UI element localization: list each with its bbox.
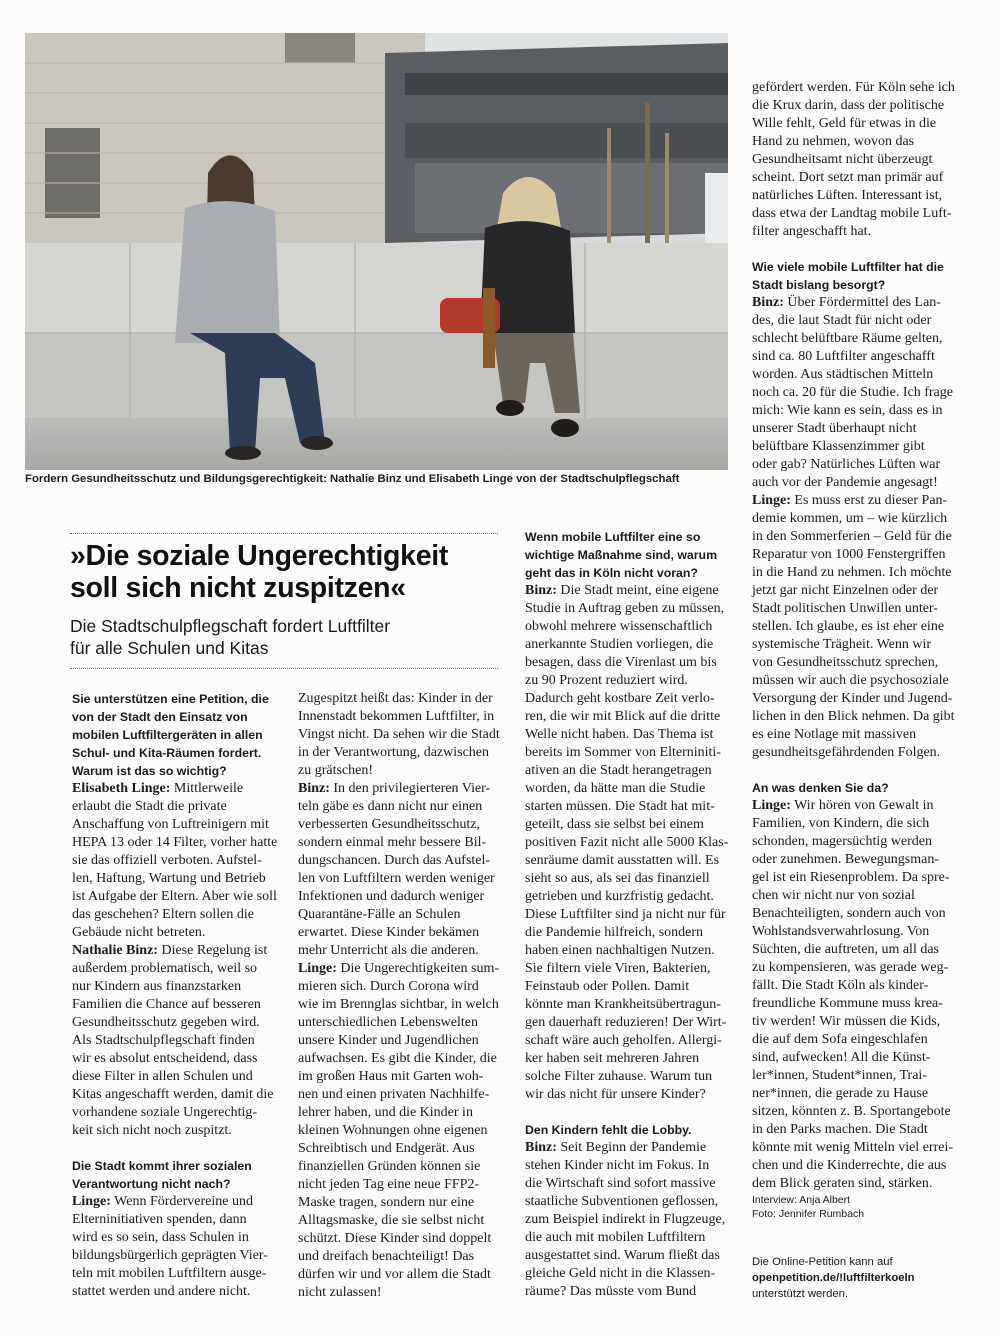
answer-line: schlecht belüftbare Räume gelten, — [752, 331, 943, 346]
answer-line: obwohl mehrere wissenschaftlich — [525, 619, 713, 634]
answer-line: Feinstaub oder Pollen. Damit — [525, 979, 690, 994]
answer-line: die auch mit mobilen Luftfiltern — [525, 1230, 706, 1245]
text-column-3 — [525, 528, 740, 1301]
answer-line: Familien, von Kindern, die sich — [752, 816, 930, 831]
answer-line: oder gab? Natürliches Lüften war — [752, 457, 941, 472]
paragraph-line: filter angeschafft hat. — [752, 224, 872, 239]
answer-line: positiven Fazit nicht alle 5000 Klas- — [525, 835, 729, 850]
answer-line: Wohlstandsverwahrlosung. Von — [752, 924, 930, 939]
answer-line: nur Kindern aus finanzstarken — [72, 979, 242, 994]
article-photo — [25, 33, 728, 470]
answer-line: solche Filter zuhause. Warum tun — [525, 1069, 713, 1084]
answer-line: HEPA 13 oder 14 Filter, vorher hatte — [72, 835, 278, 850]
credits — [752, 1193, 977, 1221]
speaker-name: Binz: — [752, 295, 784, 310]
answer-line: teln gäbe es dann nicht nur einen — [298, 799, 483, 814]
answer-line: lichen in den Blick nehmen. Da gibt — [752, 709, 955, 724]
headline — [70, 540, 510, 604]
answer-line: Maske tragen, sondern nur eine — [298, 1195, 475, 1210]
answer-text: Wir hören von Gewalt in — [790, 798, 934, 813]
answer-line: ist Aufgabe der Eltern. Aber wie soll — [72, 889, 277, 904]
answer-text: Seit Beginn der Pandemie — [556, 1140, 707, 1155]
answer-line: sondern einmal mehr bessere Bil- — [298, 835, 487, 850]
answer-line: aufwachsen. Es gibt die Kinder, die — [298, 1051, 497, 1066]
question-line: wichtige Maßnahme sind, warum — [525, 548, 718, 562]
answer-line: belüftbare Klassenzimmer gibt — [752, 439, 925, 454]
paragraph — [298, 690, 508, 780]
divider-top — [70, 533, 498, 534]
photo-illustration — [25, 33, 728, 470]
question-line: von der Stadt den Einsatz von — [72, 710, 248, 724]
answer-text: Diese Regelung ist — [157, 943, 268, 958]
answer — [752, 797, 977, 1193]
answer-line: es eine Notlage mit massiven — [752, 727, 917, 742]
speaker-name: Elisabeth Linge: — [72, 781, 171, 796]
answer-text: Es muss erst zu dieser Pan- — [790, 493, 948, 508]
answer-line: teln mit mobilen Luftfiltern ausge- — [72, 1266, 267, 1281]
question-line: Verantwortung nicht nach? — [72, 1177, 231, 1191]
question-line: mobilen Luftfiltergeräten in allen — [72, 728, 263, 742]
question — [72, 690, 282, 780]
answer-line: Gebäude nicht betreten. — [72, 925, 206, 940]
answer-line: freundliche Kommune muss krea- — [752, 996, 943, 1011]
text-column-2 — [298, 690, 508, 1302]
answer-line: ler*innen, Student*innen, Trai- — [752, 1068, 927, 1083]
petition-link[interactable]: openpetition.de/!luftfilterkoeln — [752, 1272, 915, 1284]
answer-line: len von Luftfiltern werden weniger — [298, 871, 495, 886]
answer-text: Über Fördermittel des Lan- — [783, 295, 941, 310]
answer-line: unterschiedlichen Lebenswelten — [298, 1015, 478, 1030]
answer-line: müssen wir auch die psychosoziale — [752, 673, 949, 688]
speaker-name: Nathalie Binz: — [72, 943, 158, 958]
answer-line: Versorgung der Kinder und Jugend- — [752, 691, 953, 706]
speaker-name: Binz: — [298, 781, 330, 796]
speaker-name: Linge: — [72, 1194, 111, 1209]
answer-line: sie das offiziell verboten. Aufstel- — [72, 853, 262, 868]
answer-line: oder zunehmen. Bewegungsman- — [752, 852, 939, 867]
answer-line: Quarantäne-Fälle an Schulen — [298, 907, 461, 922]
answer-line: Studie in Auftrag geben zu müssen, — [525, 601, 725, 616]
answer-line: diese Filter in allen Schulen und — [72, 1069, 253, 1084]
answer-line: erwartet. Diese Kinder bekämen — [298, 925, 480, 940]
answer-line: gel ist ein Riesenproblem. Da spre- — [752, 870, 950, 885]
answer-line: wir das nicht für unsere Kinder? — [525, 1087, 706, 1102]
answer-line: Reparatur von 1000 Fenstergriffen — [752, 547, 946, 562]
headline-line: »Die soziale Ungerechtigkeit — [70, 540, 449, 572]
answer-line: kleinen Wohnungen ohne eigenen — [298, 1123, 488, 1138]
answer-line: schonden, magersüchtig werden — [752, 834, 932, 849]
answer-line: Dadurch geht kostbare Zeit verlo- — [525, 691, 715, 706]
answer-line: mieren sich. Durch Corona wird — [298, 979, 479, 994]
petition-note — [752, 1254, 982, 1302]
answer-line: starten müssen. Die Stadt hat mit- — [525, 799, 715, 814]
answer-line: systemische Trägheit. Wenn wir — [752, 637, 932, 652]
question — [525, 528, 740, 582]
answer-line: Infektionen und dadurch weniger — [298, 889, 485, 904]
answer-line: tiv werden! Wir müssen die Kids, — [752, 1014, 941, 1029]
answer-line: nicht zulassen! — [298, 1285, 382, 1300]
answer-line: zum Beispiel indirekt in Flugzeuge, — [525, 1212, 726, 1227]
paragraph-line: natürliches Lüften. Interessant ist, — [752, 188, 943, 203]
petition-note-line: Die Online-Petition kann auf — [752, 1256, 893, 1268]
answer-line: ren, die wir mit Blick auf die dritte — [525, 709, 721, 724]
answer-line: verbesserten Gesundheitsschutz, — [298, 817, 480, 832]
answer-line: lehrer haben, und die Kinder in — [298, 1105, 473, 1120]
answer-line: ner*innen, die gerade zu Hause — [752, 1086, 929, 1101]
answer-line: stellen. Ich glaube, es ist eher eine — [752, 619, 945, 634]
subheadline-line: Die Stadtschulpflegschaft fordert Luftfilter — [70, 616, 391, 636]
answer-line: getrieben und kurzfristig gedacht. — [525, 889, 714, 904]
answer-text: Die Stadt meint, eine eigene — [556, 583, 719, 598]
headline-line: soll sich nicht zuspitzen« — [70, 572, 406, 604]
question-line: Wie viele mobile Luftfilter hat die — [752, 260, 944, 274]
paragraph-line: Gesundheitsamt nicht überzeugt — [752, 152, 933, 167]
answer — [525, 582, 740, 1104]
answer-line: sind, aufwecken! All die Künst- — [752, 1050, 931, 1065]
answer-line: len, Haftung, Wartung und Betrieb — [72, 871, 266, 886]
answer-text: Wenn Fördervereine und — [110, 1194, 253, 1209]
answer-line: zu kompensieren, was gerade weg- — [752, 960, 949, 975]
answer-line: ausgestattet sind. Warum fließt das — [525, 1248, 720, 1263]
paragraph-line: Hand zu nehmen, wovon das — [752, 134, 915, 149]
answer-line: staatliche Subventionen geflossen, — [525, 1194, 719, 1209]
answer-line: Familien die Chance auf besseren — [72, 997, 261, 1012]
answer — [72, 1193, 282, 1301]
answer-text: Die Ungerechtigkeiten sum- — [336, 961, 500, 976]
petition-note-line: unterstützt werden. — [752, 1288, 849, 1300]
subheadline-line: für alle Schulen und Kitas — [70, 638, 269, 658]
answer-text: In den privilegierteren Vier- — [329, 781, 491, 796]
answer-line: schaft wäre auch geholfen. Allergi- — [525, 1033, 722, 1048]
answer-line: wie im Brennglas sichtbar, in welch — [298, 997, 499, 1012]
answer-line: haben einen nachhaltigen Nutzen. — [525, 943, 715, 958]
answer — [72, 942, 282, 1140]
question-line: Den Kindern fehlt die Lobby. — [525, 1123, 692, 1137]
question — [72, 1157, 282, 1193]
answer-line: geteilt, dass sie selbst bei einem — [525, 817, 704, 832]
answer-line: Süchten, die auftreten, um all das — [752, 942, 939, 957]
answer-line: wird es so sein, dass Schulen in — [72, 1230, 249, 1245]
question-line: Wenn mobile Luftfilter eine so — [525, 530, 701, 544]
paragraph-line: Wille fehlt, Geld für etwas in die — [752, 116, 937, 131]
answer-line: von Gesundheitsschutz sprechen, — [752, 655, 939, 670]
speaker-name: Linge: — [298, 961, 337, 976]
answer-line: nicht jeden Tag eine neue FFP2- — [298, 1177, 480, 1192]
answer-line: chen wir nicht nur von sozial — [752, 888, 915, 903]
question-line: An was denken Sie da? — [752, 781, 889, 795]
credit-photo: Foto: Jennifer Rumbach — [752, 1208, 865, 1220]
answer-line: ker haben seit mehreren Jahren — [525, 1051, 700, 1066]
credit-interview: Interview: Anja Albert — [752, 1194, 851, 1206]
answer-line: Benachteiligten, sondern auch von — [752, 906, 946, 921]
speaker-name: Linge: — [752, 493, 791, 508]
answer-line: jetzt gar nicht Einzelnen oder der — [752, 583, 939, 598]
answer-line: Sie filtern viele Viren, Bakterien, — [525, 961, 711, 976]
answer-line: Anschaffung von Luftreinigern mit — [72, 817, 269, 832]
speaker-name: Linge: — [752, 798, 791, 813]
answer-line: die auf dem Sofa eingeschlafen — [752, 1032, 928, 1047]
text-column-4 — [752, 79, 977, 1221]
answer-line: Gesundheitsschutz gegeben wird. — [72, 1015, 260, 1030]
answer-line: fällt. Die Stadt Köln als kinder- — [752, 978, 929, 993]
answer-text: Mittlerweile — [170, 781, 244, 796]
subheadline — [70, 615, 510, 659]
answer-line: zu 90 Prozent reduziert wird. — [525, 673, 688, 688]
answer-line: keit sich nicht noch zuspitzt. — [72, 1123, 232, 1138]
question-line: Die Stadt kommt ihrer sozialen — [72, 1159, 252, 1173]
answer — [525, 1139, 740, 1301]
answer-line: senräume damit ausstatten will. Es — [525, 853, 720, 868]
paragraph-line: zu grätschen! — [298, 763, 374, 778]
question-line: geht das in Köln nicht voran? — [525, 566, 698, 580]
answer-line: finanziellen Gründen können sie — [298, 1159, 481, 1174]
answer-line: gesundheitsgefährdenden Folgen. — [752, 745, 941, 760]
answer-line: räume? Das müsste vom Bund — [525, 1284, 697, 1299]
answer-line: Diese Luftfilter sind ja nicht nur für — [525, 907, 726, 922]
answer-line: worden. Aus städtischen Mitteln — [752, 367, 934, 382]
answer — [72, 780, 282, 942]
question — [525, 1121, 740, 1139]
answer-line: noch ca. 20 für die Studie. Ich frage — [752, 385, 953, 400]
answer-line: Schreibtisch und Endgerät. Aus — [298, 1141, 475, 1156]
answer-line: des, die laut Stadt für nicht oder — [752, 313, 932, 328]
answer-line: das geschehen? Eltern sollen die — [72, 907, 254, 922]
speaker-name: Binz: — [525, 1140, 557, 1155]
answer-line: und dreifach benachteiligt! Das — [298, 1249, 475, 1264]
text-column-1 — [72, 690, 282, 1301]
answer-line: erlaubt die Stadt die private — [72, 799, 227, 814]
answer — [298, 960, 508, 1302]
question — [752, 779, 977, 797]
answer-line: gleiche Geld nicht in die Klassen- — [525, 1266, 716, 1281]
answer-line: die Wirtschaft sind sofort massive — [525, 1176, 716, 1191]
paragraph-line: die Krux darin, dass der politische — [752, 98, 945, 113]
answer-line: bereits im Sommer von Elterniniti- — [525, 745, 721, 760]
answer-line: außerdem problematisch, weil so — [72, 961, 258, 976]
paragraph — [752, 79, 977, 241]
answer-line: ativen an die Stadt herangetragen — [525, 763, 712, 778]
paragraph-line: in der Verantwortung, dazwischen — [298, 745, 490, 760]
answer-line: die Pandemie hilfreich, sondern — [525, 925, 704, 940]
answer-line: sind ca. 80 Luftfilter angeschafft — [752, 349, 935, 364]
answer-line: in den Parks machen. Die Stadt — [752, 1122, 928, 1137]
answer-line: besagen, dass die Virenlast um bis — [525, 655, 717, 670]
answer — [752, 492, 977, 762]
answer-line: Welle nicht haben. Das Thema ist — [525, 727, 714, 742]
answer-line: anerkannte Studien vorliegen, die — [525, 637, 714, 652]
answer — [752, 294, 977, 492]
paragraph-line: Vingst nicht. Da sehen wir die Stadt — [298, 727, 500, 742]
answer-line: unserer Stadt überhaupt nicht — [752, 421, 917, 436]
answer-line: stattet werden und andere nicht. — [72, 1284, 251, 1299]
question-line: Schul- und Kita-Räumen fordert. — [72, 746, 262, 760]
answer-line: worden, da hätte man die Studie — [525, 781, 706, 796]
answer-line: dürfen wir und vor allem die Stadt — [298, 1267, 491, 1282]
answer-line: in die Hand zu nehmen. Ich möchte — [752, 565, 952, 580]
answer-line: unsere Kinder und Jugendlichen — [298, 1033, 479, 1048]
answer-line: sitzen, könnten z. B. Sportangebote — [752, 1104, 951, 1119]
answer-line: dem Blick geraten sind, stärken. — [752, 1176, 933, 1191]
paragraph-line: dass etwa der Landtag mobile Luft- — [752, 206, 952, 221]
answer-line: vorhandene soziale Ungerechtig- — [72, 1105, 258, 1120]
answer-line: sieht so aus, als sei das finanziell — [525, 871, 710, 886]
answer-line: in den Sommerferien – Geld für die — [752, 529, 952, 544]
photo-caption: Fordern Gesundheitsschutz und Bildungsgerechtigkeit: Nathalie Binz und Elisabeth Linge von der Stadtschulpflegschaft — [25, 473, 680, 485]
divider-bottom — [70, 668, 498, 669]
answer-line: Elterninitiativen spenden, dann — [72, 1212, 247, 1227]
answer — [298, 780, 508, 960]
answer-line: Als Stadtschulpflegschaft finden — [72, 1033, 255, 1048]
answer-line: nen und einen privaten Nachhilfe- — [298, 1087, 490, 1102]
question — [752, 258, 977, 294]
answer-line: demie kommen, um – wie kürzlich — [752, 511, 948, 526]
paragraph-line: Zugespitzt heißt das: Kinder in der — [298, 691, 493, 706]
answer-line: könnte man Krankheitsübertragun- — [525, 997, 721, 1012]
paragraph-line: gefördert werden. Für Köln sehe ich — [752, 80, 955, 95]
answer-line: könnte mit wenig Mitteln viel errei- — [752, 1140, 954, 1155]
question-line: Warum ist das so wichtig? — [72, 764, 227, 778]
answer-line: dungschancen. Durch das Aufstel- — [298, 853, 491, 868]
answer-line: stehen Kinder nicht im Fokus. In — [525, 1158, 710, 1173]
speaker-name: Binz: — [525, 583, 557, 598]
paragraph-line: scheint. Dort setzt man primär auf — [752, 170, 944, 185]
question-line: Sie unterstützen eine Petition, die — [72, 692, 269, 706]
answer-line: gen dauerhaft reduzieren! Der Wirt- — [525, 1015, 727, 1030]
answer-line: Alltagsmaske, die sie selbst nicht — [298, 1213, 485, 1228]
answer-line: im großen Haus mit Garten woh- — [298, 1069, 484, 1084]
answer-line: bildungsbürgerlich geprägten Vier- — [72, 1248, 268, 1263]
answer-line: Kitas angeschafft werden, damit die — [72, 1087, 274, 1102]
question-line: Stadt bislang besorgt? — [752, 278, 886, 292]
paragraph-line: Innenstadt bekommen Luftfilter, in — [298, 709, 495, 724]
answer-line: schützt. Diese Kinder sind doppelt — [298, 1231, 492, 1246]
answer-line: mehr Unterricht als die anderen. — [298, 943, 479, 958]
answer-line: mich: Wie kann es sein, dass es in — [752, 403, 943, 418]
answer-line: auch vor der Pandemie angesagt! — [752, 475, 938, 490]
answer-line: wir es absolut entscheidend, dass — [72, 1051, 258, 1066]
answer-line: Stadt politischen Unwillen unter- — [752, 601, 938, 616]
answer-line: chen und die Kinderrechte, die aus — [752, 1158, 947, 1173]
